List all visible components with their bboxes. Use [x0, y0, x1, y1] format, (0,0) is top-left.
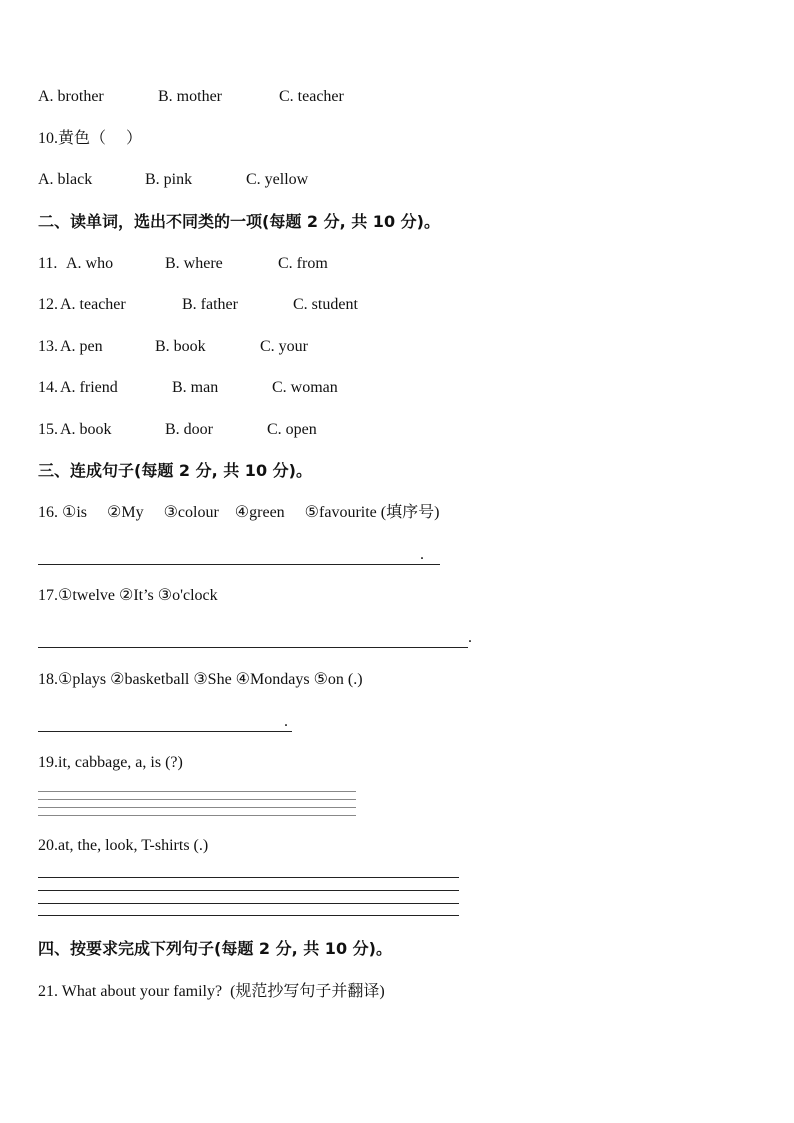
section-4-title: 四、按要求完成下列句子(每题 2 分, 共 10 分)。 — [38, 939, 392, 958]
q13-option-c: C. your — [260, 338, 308, 355]
q21-prompt: 21. What about your family? (规范抄写句子并翻译) — [38, 983, 385, 1000]
q11-option-a: A. who — [66, 255, 114, 272]
q9-option-a: A. brother — [38, 88, 104, 105]
q14-option-c: C. woman — [272, 379, 338, 396]
q14-option-a: A. friend — [60, 379, 118, 396]
q9-option-b: B. mother — [158, 88, 222, 105]
q14-number: 14. — [38, 379, 58, 396]
q19-guide-line-1 — [38, 791, 356, 792]
q14-option-b: B. man — [172, 379, 219, 396]
q20-prompt: 20.at, the, look, T-shirts (.) — [38, 837, 209, 854]
q10-stem: 10.黄色（ ） — [38, 130, 143, 147]
q12-option-b: B. father — [182, 296, 238, 313]
q11-number: 11. — [38, 255, 58, 272]
q16-period: . — [420, 546, 424, 563]
q20-guide-line-2 — [38, 890, 459, 891]
section-2-title: 二、读单词，选出不同类的一项(每题 2 分, 共 10 分)。 — [38, 212, 440, 231]
q19-guide-line-3 — [38, 807, 356, 808]
q18-period: . — [284, 713, 288, 730]
q12-option-c: C. student — [293, 296, 358, 313]
q10-option-a: A. black — [38, 171, 93, 188]
q19-guide-line-2 — [38, 799, 356, 800]
q20-guide-line-1 — [38, 877, 459, 878]
q15-number: 15. — [38, 421, 58, 438]
q18-answer-line[interactable] — [38, 711, 292, 732]
q13-number: 13. — [38, 338, 58, 355]
q19-guide-line-4 — [38, 815, 356, 816]
q15-option-c: C. open — [267, 421, 317, 438]
section-3-title: 三、连成句子(每题 2 分, 共 10 分)。 — [38, 461, 312, 480]
q18-prompt: 18.①plays ②basketball ③She ④Mondays ⑤on (.) — [38, 671, 363, 688]
q20-guide-line-4 — [38, 915, 459, 916]
q15-option-a: A. book — [60, 421, 112, 438]
q12-number: 12. — [38, 296, 58, 313]
q11-option-c: C. from — [278, 255, 328, 272]
q13-option-a: A. pen — [60, 338, 103, 355]
q10-option-b: B. pink — [145, 171, 193, 188]
q17-period: . — [468, 629, 472, 646]
q20-guide-line-3 — [38, 903, 459, 904]
q9-option-c: C. teacher — [279, 88, 344, 105]
q12-option-a: A. teacher — [60, 296, 126, 313]
q19-prompt: 19.it, cabbage, a, is (?) — [38, 754, 183, 771]
q11-option-b: B. where — [165, 255, 223, 272]
q16-answer-line[interactable] — [38, 544, 440, 565]
q13-option-b: B. book — [155, 338, 206, 355]
q16-prompt: 16. ①is ②My ③colour ④green ⑤favourite (填序号) — [38, 504, 440, 521]
q15-option-b: B. door — [165, 421, 213, 438]
q17-answer-line[interactable] — [38, 627, 468, 648]
q17-prompt: 17.①twelve ②It’s ③o'clock — [38, 587, 218, 604]
q10-option-c: C. yellow — [246, 171, 309, 188]
